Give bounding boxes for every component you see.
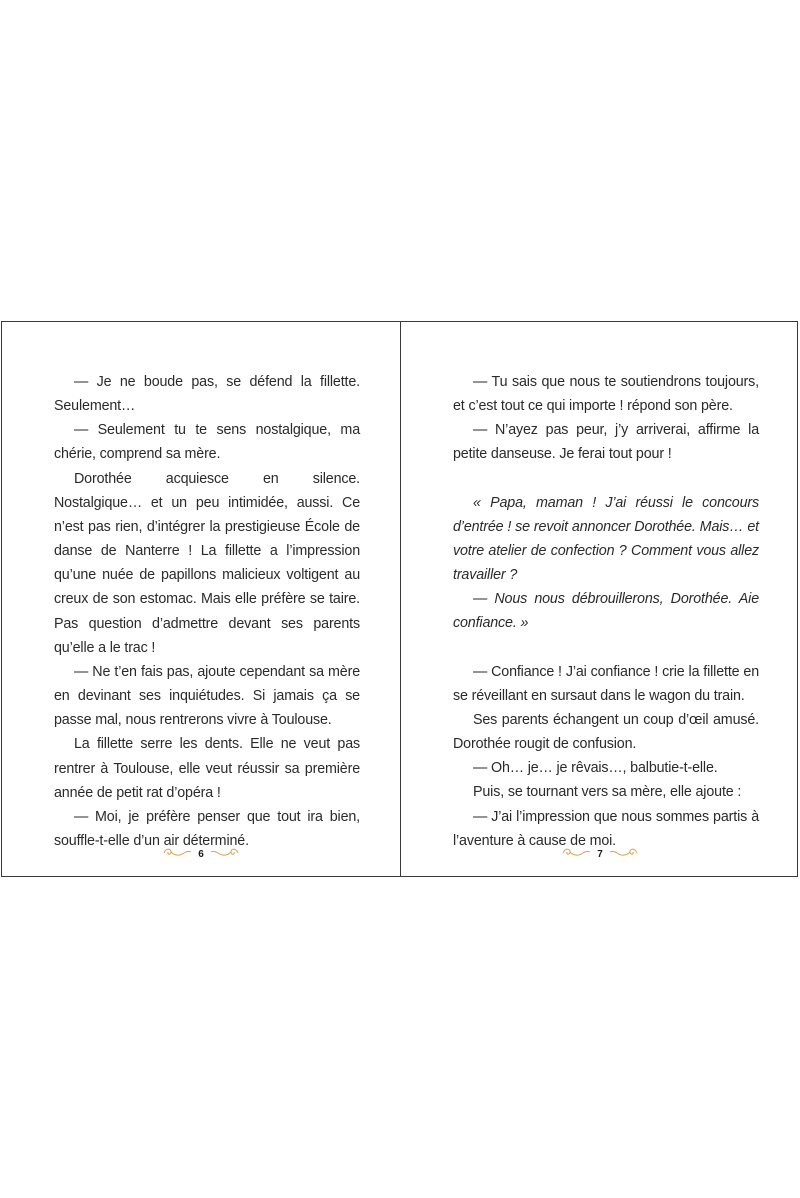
paragraph: La fillette serre les dents. Elle ne veut pas rentrer à Toulouse, elle veut réussir sa première année de petit rat d’opéra ! — [54, 736, 360, 801]
swirl-ornament-icon — [210, 847, 240, 862]
paragraph: — Nous nous débrouillerons, Dorothée. Aie confiance. » — [453, 591, 759, 632]
paragraph: « Papa, maman ! J’ai réussi le concours d’entrée ! se revoit annoncer Dorothée. Mais… et votre atelier de confection ? Comment vous allez travailler ? — [453, 494, 759, 584]
paragraph: Puis, se tournant vers sa mère, elle ajoute : — [473, 784, 742, 801]
page-number: 6 — [198, 849, 204, 861]
page-left — [2, 322, 400, 876]
paragraph: — N’ayez pas peur, j’y arriverai, affirme la petite danseuse. Je ferai tout pour ! — [453, 422, 759, 463]
page-right — [401, 322, 799, 876]
paragraph: — Moi, je préfère penser que tout ira bien, souffle-t-elle d’un air déterminé. — [54, 808, 360, 849]
paragraph: — Confiance ! J’ai confiance ! crie la fillette en se réveillant en sursaut dans le wagon du train. — [453, 663, 759, 704]
book-spread — [1, 321, 798, 877]
paragraph: Dorothée acquiesce en silence. Nostalgique… et un peu intimidée, aussi. Ce n’est pas rien, d’intégrer la prestigieuse École de danse de Nanterre ! La fillette a l’impression qu’une nuée de papillons malicieux voltigent au creux de son estomac. Mais elle préfère se taire. Pas question d’admettre devant ses parents qu’elle a le trac ! — [54, 470, 360, 656]
paragraph: — Tu sais que nous te soutiendrons toujours, et c’est tout ce qui importe ! répond son père. — [453, 374, 759, 415]
page-text — [453, 370, 759, 853]
page-footer — [401, 847, 799, 862]
page-number: 7 — [597, 849, 603, 861]
page-text — [54, 370, 360, 853]
paragraph: — Oh… je… je rêvais…, balbutie-t-elle. — [473, 760, 718, 777]
paragraph: — Seulement tu te sens nostalgique, ma chérie, comprend sa mère. — [54, 422, 360, 463]
paragraph: — J’ai l’impression que nous sommes partis à l’aventure à cause de moi. — [453, 808, 759, 849]
paragraph: — Ne t’en fais pas, ajoute cependant sa mère en devinant ses inquiétudes. Si jamais ça se passe mal, nous rentrerons vivre à Toulouse. — [54, 663, 360, 729]
swirl-ornament-icon — [162, 847, 192, 862]
swirl-ornament-icon — [609, 847, 639, 862]
paragraph: Ses parents échangent un coup d’œil amusé. Dorothée rougit de confusion. — [453, 711, 759, 753]
paragraph: — Je ne boude pas, se défend la fillette. Seulement… — [54, 374, 360, 415]
page-footer — [2, 847, 400, 862]
swirl-ornament-icon — [561, 847, 591, 862]
